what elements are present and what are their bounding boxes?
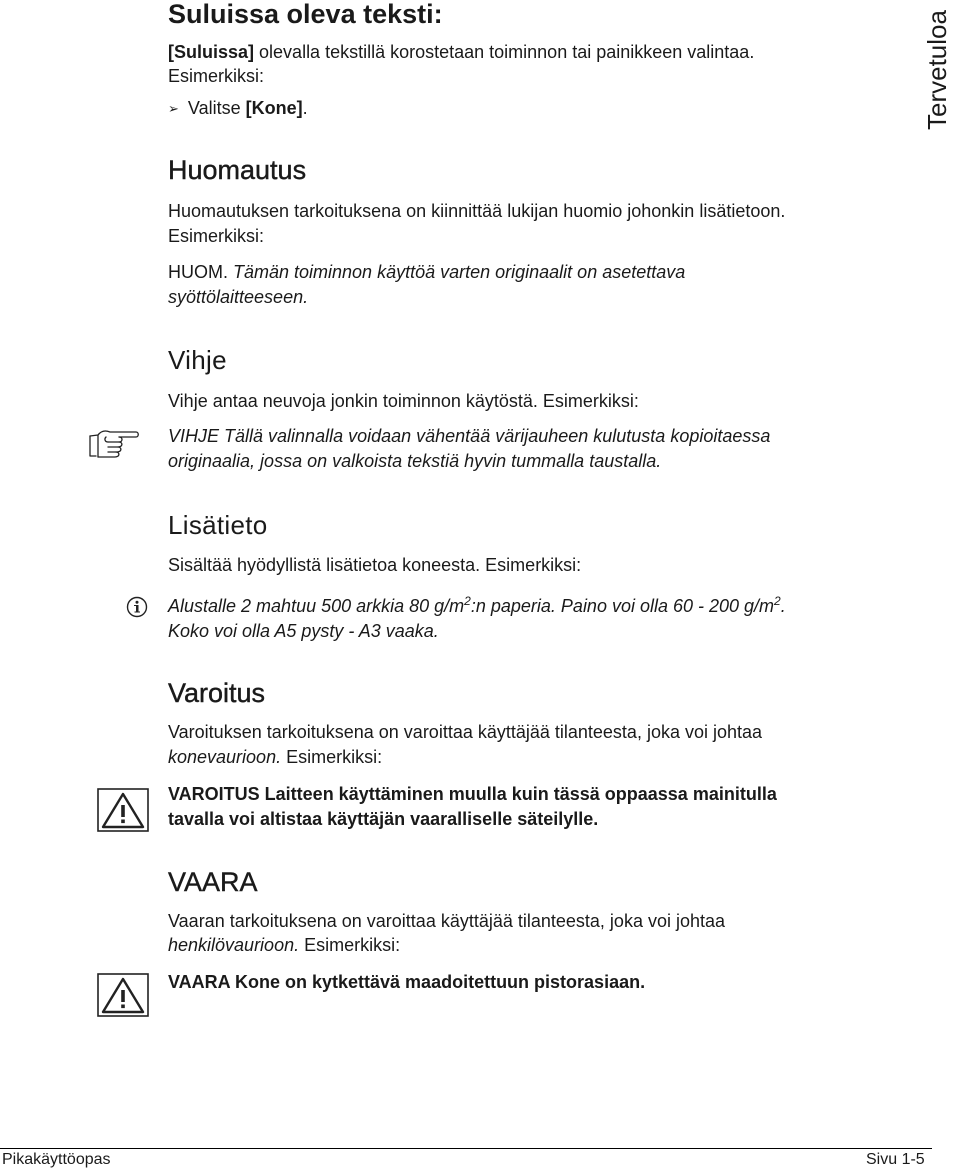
note-line1: Huomautuksen tarkoituksena on kiinnittää lukijan huomio johonkin lisätietoon. [168, 201, 786, 221]
danger-example [168, 970, 645, 995]
hint-example-text2: originaalia, jossa on valkoista tekstiä hyvin tummalla taustalla. [168, 451, 662, 471]
pointing-hand-icon [86, 426, 146, 462]
heading-caution: Varoitus [168, 678, 266, 708]
warning-triangle-icon [97, 973, 149, 1017]
arrow-bullet-icon: ➢ [168, 102, 179, 117]
heading-note: Huomautus [168, 155, 307, 185]
info-example-c: . [780, 596, 786, 616]
brackets-example-bold: [Kone] [245, 98, 303, 118]
info-example-line1 [168, 594, 786, 619]
brackets-example-suffix: . [302, 98, 308, 118]
caution-line2-rest: Esimerkiksi: [281, 747, 383, 767]
heading-hint: Vihje [168, 345, 227, 375]
note-example-text1: Tämän toiminnon käyttöä varten originaalit on asetettava [228, 262, 686, 282]
danger-line2 [168, 933, 400, 958]
caution-line2-italic: konevaurioon. [168, 747, 282, 767]
danger-line1: Vaaran tarkoituksena on varoittaa käyttäjää tilanteesta, joka voi johtaa [168, 911, 726, 931]
heading-info: Lisätieto [168, 510, 268, 540]
info-example-sup1: 2 [464, 594, 471, 608]
note-example-label: HUOM. [168, 262, 228, 282]
side-tab [922, 0, 956, 130]
info-example-a: Alustalle 2 mahtuu 500 arkkia 80 g/m [168, 596, 465, 616]
info-example-sup2: 2 [774, 594, 781, 608]
danger-line2-italic: henkilövaurioon. [168, 935, 300, 955]
caution-example-label: VAROITUS [168, 784, 260, 804]
footer-divider [0, 1148, 932, 1149]
side-tab-label: Tervetuloa [922, 10, 952, 130]
danger-line2-rest: Esimerkiksi: [299, 935, 401, 955]
caution-example-text1: Laitteen käyttäminen muulla kuin tässä oppaassa mainitulla [259, 784, 777, 804]
heading-brackets: Suluissa oleva teksti: [168, 0, 443, 29]
footer-left: Pikakäyttöopas [2, 1151, 111, 1168]
caution-line1: Varoituksen tarkoituksena on varoittaa käyttäjää tilanteesta, joka voi johtaa [168, 722, 763, 742]
hint-example-text1: Tällä valinnalla voidaan vähentää värijauheen kulutusta kopioitaessa [219, 426, 771, 446]
info-example-line2: Koko voi olla A5 pysty - A3 vaaka. [168, 621, 439, 641]
brackets-line1 [168, 40, 754, 65]
note-line2: Esimerkiksi: [168, 226, 265, 246]
brackets-example [168, 96, 308, 122]
caution-example [168, 782, 777, 807]
note-example-text2: syöttölaitteeseen. [168, 287, 309, 307]
danger-example-label: VAARA [168, 972, 230, 992]
info-line1: Sisältää hyödyllistä lisätietoa koneesta. Esimerkiksi: [168, 555, 582, 575]
hint-example [168, 424, 770, 449]
hint-example-label: VIHJE [168, 426, 220, 446]
info-icon [126, 596, 148, 618]
warning-triangle-icon [97, 788, 149, 832]
brackets-line2: Esimerkiksi: [168, 66, 265, 86]
footer-page-number: Sivu 1-5 [866, 1151, 925, 1168]
brackets-bracket-term: [Suluissa] [168, 42, 255, 62]
note-example [168, 260, 685, 285]
caution-example-text2: tavalla voi altistaa käyttäjän vaaralliselle säteilylle. [168, 809, 599, 829]
caution-line2 [168, 745, 382, 770]
danger-example-text: Kone on kytkettävä maadoitettuun pistorasiaan. [230, 972, 646, 992]
brackets-example-prefix: Valitse [187, 98, 246, 118]
info-example-b: :n paperia. Paino voi olla 60 - 200 g/m [470, 596, 775, 616]
brackets-line1-rest: olevalla tekstillä korostetaan toiminnon tai painikkeen valintaa. [254, 42, 755, 62]
heading-danger: VAARA [168, 867, 258, 897]
hint-line1: Vihje antaa neuvoja jonkin toiminnon käytöstä. Esimerkiksi: [168, 391, 639, 411]
